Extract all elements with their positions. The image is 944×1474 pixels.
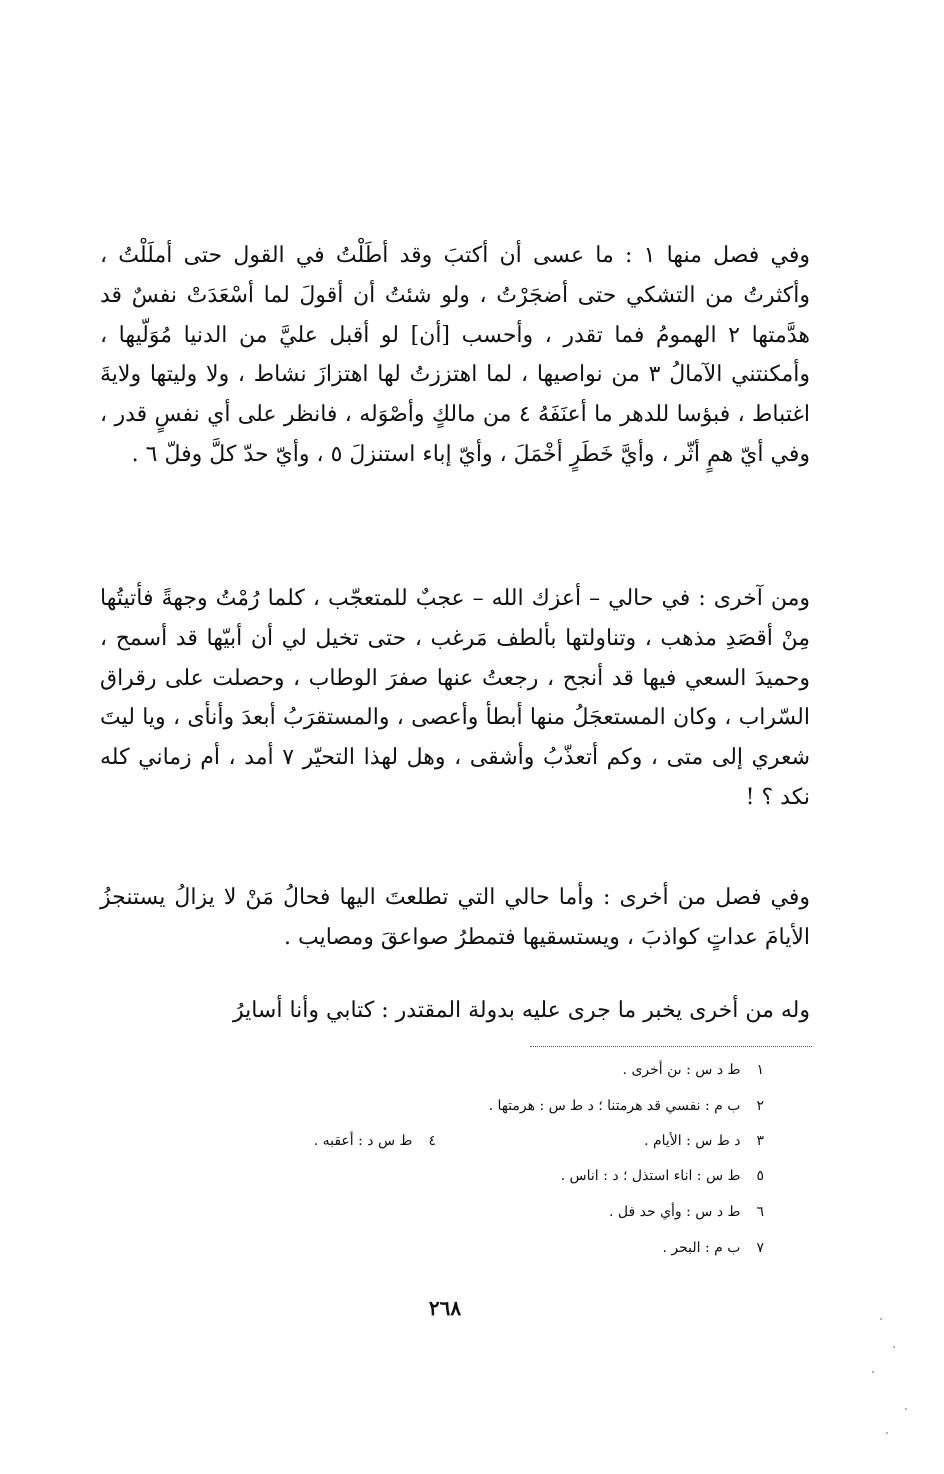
- footnote-number: ٣: [756, 1133, 764, 1149]
- footnote-text: ب م : البحر .: [662, 1240, 741, 1256]
- scan-speck: [872, 1371, 874, 1373]
- body-paragraph: وله من أخرى يخبر ما جرى عليه بدولة المقتدر : كتابي وأنا أسايرُ: [232, 998, 810, 1023]
- footnote-text: ط س : اناء استذل ؛ د : اناس .: [560, 1168, 741, 1184]
- footnote-number: ٢: [756, 1098, 764, 1114]
- footnote-text: ط س د : أعقبه .: [313, 1133, 413, 1149]
- body-paragraph: ومن آخرى : في حالي – أعزك الله – عجبٌ للمتعجّب ، كلما رُمْتُ وجهةً فأتيتُها مِنْ أقصَدِ مذهب ، وتناولتها بألطف مَرغب ، حتى تخيل لي أن أبيّها قد أسمح ، وحميدَ السعي فيها قد أنجح ، رجعتُ عنها صفرَ الوطاب ، وحصلت على رقراق السّراب ، وكان المستعجَلُ منها أبطأ وأعصى ، والمستقرَبُ أبعدَ وأنأى ، ويا ليتَ شعري إلى متى ، وكم أتعذّبُ وأشقى ، وهل لهذا التحيّر ٧ أمد ، أم زماني كله نكد ؟ !: [100, 586, 810, 810]
- scan-speck: [880, 1318, 882, 1320]
- footnote-number: ٥: [756, 1168, 764, 1184]
- footnote: [561, 1166, 764, 1186]
- body-paragraph: وفي فصل من أخرى : وأما حالي التي تطلعتَ اليها فحالُ مَنْ لا يزالُ يستنجزُ الأيامَ عداتٍ كواذبَ ، ويستسقيها فتمطرُ صواعقَ ومصايب .: [100, 885, 810, 950]
- footnote: [489, 1096, 764, 1116]
- footnote-number: ٦: [756, 1204, 764, 1220]
- page-number: ٢٦٨: [428, 1296, 462, 1320]
- footnote: [663, 1238, 765, 1258]
- footnote-separator: [530, 1046, 812, 1047]
- footnote-text: ط د س : وأي حد فل .: [608, 1204, 741, 1220]
- footnote-text: ب م : نفسي قد هرمتنا ؛ د ط س : هرمتها .: [488, 1098, 741, 1114]
- footnote-text: ط د س : ىن أخرى .: [622, 1062, 741, 1078]
- body-paragraph: وفي فصل منها ١ : ما عسى أن أكتبَ وقد أطَلْتُ في القول حتى أملَلْتُ ، وأكثرتُ من التشكي حتى أضجَرْتُ ، ولو شئتُ أن أقولَ لما أسْعَدَتْ نفسٌ قد هدَّمتها ٢ الهمومُ فما تقدر ، وأحسب [أن] لو أقبل عليَّ من الدنيا مُوَلّيها ، وأمكنتني الآمالُ ٣ من نواصيها ، لما اهتززتُ لها اهتزازَ نشاط ، ولا وليتها ولايةَ اغتباط ، فبؤسا للدهر ما أعنَفَهُ ٤ من مالكٍ وأصْوَله ، فانظر على أي نفسٍ قدر ، وفي أيّ همٍ أثّر ، وأيَّ خَطَرٍ أخْمَلَ ، وأيّ إباء استنزلَ ٥ ، وأيّ حدّ كلَّ وفلّ ٦ .: [100, 243, 811, 467]
- footnote: [644, 1131, 764, 1151]
- footnote: [623, 1060, 764, 1080]
- footnote-text: د ط س : الأيام .: [644, 1133, 741, 1149]
- footnote: [609, 1202, 764, 1222]
- footnote-number: ١: [756, 1062, 764, 1078]
- scan-speck: [905, 1408, 907, 1410]
- scan-speck: [893, 1346, 895, 1348]
- scan-speck: [886, 1432, 888, 1434]
- footnote-number: ٤: [428, 1133, 436, 1149]
- footnote-number: ٧: [756, 1240, 764, 1256]
- footnote: [314, 1131, 436, 1151]
